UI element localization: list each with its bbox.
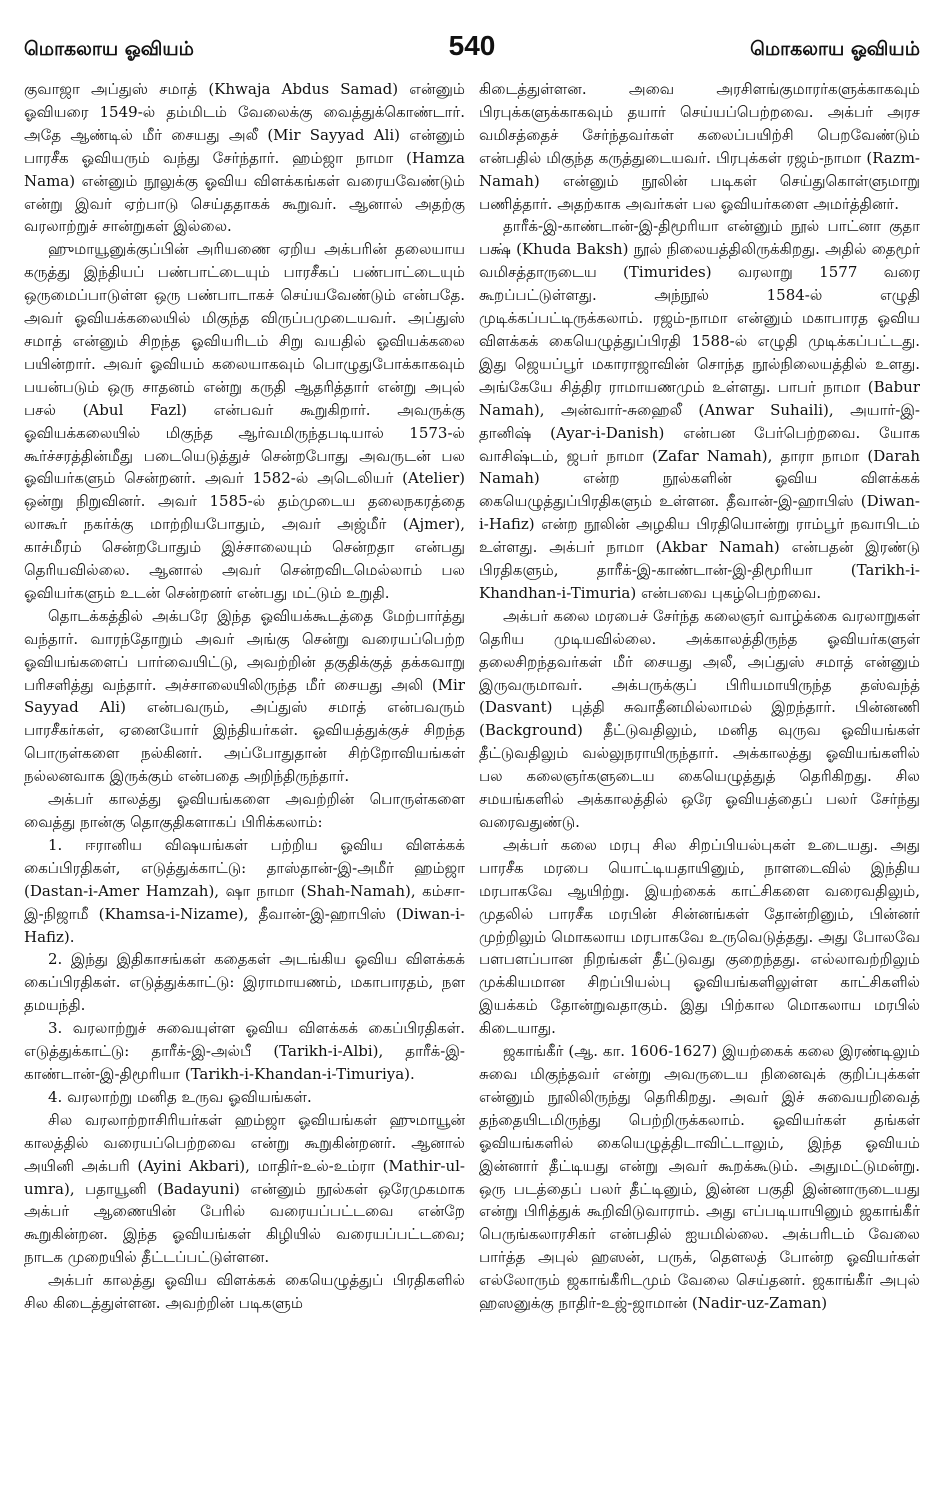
paragraph: அக்பர் காலத்து ஓவிய விளக்கக் கையெழுத்துப் பிரதிகளில் சில கிடைத்துள்ளன. அவற்றின் படிகளும் [24,1271,465,1313]
paragraph: தாரீக்-இ-காண்டான்-இ-திமூரியா என்னும் நூல் பாட்னா குதா பக்ஷ் (Khuda Baksh) நூல் நிலையத்திலிருக்கிறது. அதில் தைமூர் வமிசத்தாருடைய (Timurides) வரலாறு 1577 வரை கூறப்பட்டுள்ளது. அந்நூல் 1584-ல் எழுதி முடிக்கப்பட்டிருக்கலாம். ரஜம்-நாமா என்னும் மகாபாரத ஓவிய விளக்கக் கையெழுத்துப்பிரதி 1588-ல் எழுதி முடிக்கப்பட்டது. இது ஜெயப்பூர் மகாராஜாவின் சொந்த நூல்நிலையத்தில் உளது. அங்கேயே சித்திர ராமாயணமும் உள்ளது. பாபர் நாமா (Babur Namah), அன்வார்-சுஹைலீ (Anwar Suhaili), அயார்-இ-தானிஷ் (Ayar-i-Danish) என்பன பேர்பெற்றவை. யோக வாசிஷ்டம், ஜபர் நாமா (Zafar Namah), தாரா நாமா (Darah Namah) என்ற நூல்களின் ஓவிய விளக்கக் கையெழுத்துப்பிரதிகளும் உள்ளன. தீவான்-இ-ஹாபிஸ் (Diwan-i-Hafiz) என்ற நூலின் அழகிய பிரதியொன்று ராம்பூர் நவாபிடம் உள்ளது. அக்பர் நாமா (Akbar Namah) என்பதன் இரண்டு பிரதிகளும், தாரீக்-இ-காண்டான்-இ-திமூரியா (Tarikh-i-Khandhan-i-Timuria) என்பவை புகழ்பெற்றவை. [479,217,920,602]
text-columns [24,78,920,1315]
running-title-left: மொகலாய ஓவியம் [24,38,194,60]
paragraph: சில வரலாற்றாசிரியர்கள் ஹம்ஜா ஓவியங்கள் ஹுமாயூன் காலத்தில் வரையப்பெற்றவை என்று கூறுகின்றனர். ஆனால் அயினி அக்பரி (Ayini Akbari), மாதிர்-உல்-உம்ரா (Mathir-ul-umra), பதாயூனி (Badayuni) என்னும் நூல்கள் ஒரேமுகமாக அக்பர் ஆணையின் பேரில் வரையப்பட்டவை என்றே கூறுகின்றன. இந்த ஓவியங்கள் கிழியில் வரையப்பட்டவை; நாடக முறையில் தீட்டப்பட்டுள்ளன. [24,1110,465,1267]
list-item: 3. வரலாற்றுச் சுவையுள்ள ஓவிய விளக்கக் கைப்பிரதிகள். எடுத்துக்காட்டு: தாரீக்-இ-அல்பீ (Tarikh-i-Albi), தாரீக்-இ-காண்டான்-இ-திமூரியா (Tarikh-i-Khandan-i-Timuriya). [24,1019,465,1083]
paragraph: தொடக்கத்தில் அக்பரே இந்த ஓவியக்கூடத்தை மேற்பார்த்து வந்தார். வாரந்தோறும் அவர் அங்கு சென்று வரையப்பெற்ற ஓவியங்களைப் பார்வையிட்டு, அவற்றின் தகுதிக்குத் தக்கவாறு பரிசளித்து வந்தார். அச்சாலையிலிருந்த மீர் சையது அலி (Mir Sayyad Ali) என்பவரும், அப்துஸ் சமாத் என்பவரும் பாரசீகர்கள், ஏனையோர் இந்தியர்கள். ஓவியத்துக்குச் சிறந்த பொருள்களை நல்கினர். அப்போதுதான் சிற்றோவியங்கள் நல்லனவாக இருக்கும் என்பதை அறிந்திருந்தார். [24,606,465,786]
running-title-right: மொகலாய ஓவியம் [750,38,920,60]
left-column [24,78,465,1315]
list-item: 1. ஈரானிய விஷயங்கள் பற்றிய ஓவிய விளக்கக் கைப்பிரதிகள், எடுத்துக்காட்டு: தாஸ்தான்-இ-அமீர் ஹம்ஜா (Dastan-i-Amer Hamzah), ஷா நாமா (Shah-Namah), கம்சா-இ-நிஜாமீ (Khamsa-i-Nizame), தீவான்-இ-ஹாபிஸ் (Diwan-i-Hafiz). [24,835,465,946]
paragraph: அக்பர் கலை மரபைச் சேர்ந்த கலைஞர் வாழ்க்கை வரலாறுகள் தெரிய முடியவில்லை. அக்காலத்திருந்த ஓவியர்களுள் தலைசிறந்தவர்கள் மீர் சையது அலீ, அப்துஸ் சமாத் என்னும் இருவருமாவர். அக்பருக்குப் பிரியமாயிருந்த தஸ்வந்த் (Dasvant) புத்தி சுவாதீனமில்லாமல் இறந்தார். பின்னணி (Background) தீட்டுவதிலும், மனித வுருவ ஓவியங்கள் தீட்டுவதிலும் வல்லுநராயிருந்தார். அக்காலத்து ஓவியங்களில் பல கலைஞர்களுடைய கையெழுத்துத் தெரிகிறது. சில சமயங்களில் அக்காலத்தில் ஒரே ஓவியத்தைப் பலர் சேர்ந்து வரைவதுண்டு. [479,606,920,831]
paragraph: ஜகாங்கீர் (ஆ. கா. 1606-1627) இயற்கைக் கலை இரண்டிலும் சுவை மிகுந்தவர் என்று அவருடைய நினைவுக் குறிப்புக்கள் என்னும் நூலிலிருந்து தெரிகிறது. அவர் இச் சுவையறிவைத் தந்தையிடமிருந்து பெற்றிருக்கலாம். ஓவியர்கள் தங்கள் ஓவியங்களில் கையெழுத்திடாவிட்டாலும், இந்த ஓவியம் இன்னார் தீட்டியது என்று அவர் கூறக்கூடும். அதுமட்டுமன்று. ஒரு படத்தைப் பலர் தீட்டினும், இன்ன பகுதி இன்னாருடையது என்று பிரித்துக் கூறிவிடுவாராம். அது எப்படியாயினும் ஜகாங்கீர் பெருங்கலாரசிகர் என்பதில் ஐயமில்லை. அக்பரிடம் வேலை பார்த்த அபுல் ஹஸன், பருக், தௌலத் போன்ற ஓவியர்கள் எல்லோரும் ஜகாங்கீரிடமும் வேலை செய்தனர். ஜகாங்கீர் அபுல் ஹஸனுக்கு நாதிர்-உஜ்-ஜாமான் (Nadir-uz-Zaman) [479,1042,920,1313]
page-header [24,30,920,72]
list-item: 2. இந்து இதிகாசங்கள் கதைகள் அடங்கிய ஓவிய விளக்கக் கைப்பிரதிகள். எடுத்துக்காட்டு: இராமாயணம், மகாபாரதம், நள தமயந்தி. [24,950,465,1015]
page-number: 540 [448,30,496,61]
right-column [479,78,920,1315]
paragraph: குவாஜா அப்துஸ் சமாத் (Khwaja Abdus Samad) என்னும் ஓவியரை 1549-ல் தம்மிடம் வேலைக்கு வைத்துக்கொண்டார். அதே ஆண்டில் மீர் சையது அலீ (Mir Sayyad Ali) என்னும் பாரசீக ஓவியரும் வந்து சேர்ந்தார். ஹம்ஜா நாமா (Hamza Nama) என்னும் நூலுக்கு ஓவிய விளக்கங்கள் வரையவேண்டும் என்று இவர் ஏற்பாடு செய்ததாகக் கூறுவர். ஆனால் அதற்கு வரலாற்றுச் சான்றுகள் இல்லை. [24,80,465,236]
list-item: 4. வரலாற்று மனித உருவ ஓவியங்கள். [48,1087,312,1106]
paragraph: ஹுமாயூனுக்குப்பின் அரியணை ஏறிய அக்பரின் தலையாய கருத்து இந்தியப் பண்பாட்டையும் பாரசீகப் பண்பாட்டையும் ஒருமைப்பாடுள்ள ஒரு பண்பாடாகச் செய்யவேண்டும் என்பதே. அவர் ஓவியக்கலையில் மிகுந்த விருப்பமுடையவர். அப்துஸ் சமாத் என்னும் சிறந்த ஓவியரிடம் சிறு வயதில் ஓவியக்கலை பயின்றார். அவர் ஓவியம் கலையாகவும் பொழுதுபோக்காகவும் பயன்படும் ஒரு சாதனம் என்று கருதி ஆதரித்தார் என்று அபுல் பசல் (Abul Fazl) என்பவர் கூறுகிறார். அவருக்கு ஓவியக்கலையில் மிகுந்த ஆர்வமிருந்தபடியால் 1573-ல் கூர்ச்சரத்தின்மீது படையெடுத்துச் சென்றபோது அவருடன் பல ஓவியர்களும் சென்றனர். அவர் 1582-ல் அடெலியர் (Atelier) ஒன்று நிறுவினர். அவர் 1585-ல் தம்முடைய தலைநகரத்தை லாகூர் நகர்க்கு மாற்றியபோதும், அவர் அஜ்மீர் (Ajmer), காச்மீரம் சென்றபோதும் இச்சாலையும் சென்றதா என்பது தெரியவில்லை. ஆனால் அவர் சென்றவிடமெல்லாம் பல ஓவியர்களும் உடன் சென்றனர் என்பது மட்டும் உறுதி. [24,240,465,602]
paragraph: அக்பர் காலத்து ஓவியங்களை அவற்றின் பொருள்களை வைத்து நான்கு தொகுதிகளாகப் பிரிக்கலாம்: [24,790,465,831]
paragraph: அக்பர் கலை மரபு சில சிறப்பியல்புகள் உடையது. அது பாரசீக மரபை யொட்டியதாயினும், நாளடைவில் இந்திய மரபாகவே ஆயிற்று. இயற்கைக் காட்சிகளை வரைவதிலும், முதலில் பாரசீக மரபின் சின்னங்கள் தோன்றினும், பின்னர் முற்றிலும் மொகலாய மரபாகவே உருவெடுத்தது. அது போலவே பளபளப்பான நிறங்கள் தீட்டுவது குறைந்தது. எல்லாவற்றிலும் முக்கியமான சிறப்பியல்பு ஓவியங்களிலுள்ள காட்சிகளில் இயக்கம் தோன்றுவதாகும். இது பிற்கால மொகலாய மரபில் கிடையாது. [479,835,920,1038]
paragraph: கிடைத்துள்ளன. அவை அரசிளங்குமாரர்களுக்காகவும் பிரபுக்களுக்காகவும் தயார் செய்யப்பெற்றவை. அக்பர் அரச வமிசத்தைச் சேர்ந்தவர்கள் கலைப்பயிற்சி பெறவேண்டும் என்பதில் மிகுந்த கருத்துடையவர். பிரபுக்கள் ரஜம்-நாமா (Razm-Namah) என்னும் நூலின் படிகள் செய்துகொள்ளுமாறு பணித்தார். அதற்காக அவர்கள் பல ஓவியர்களை அமர்த்தினர். [479,80,920,213]
